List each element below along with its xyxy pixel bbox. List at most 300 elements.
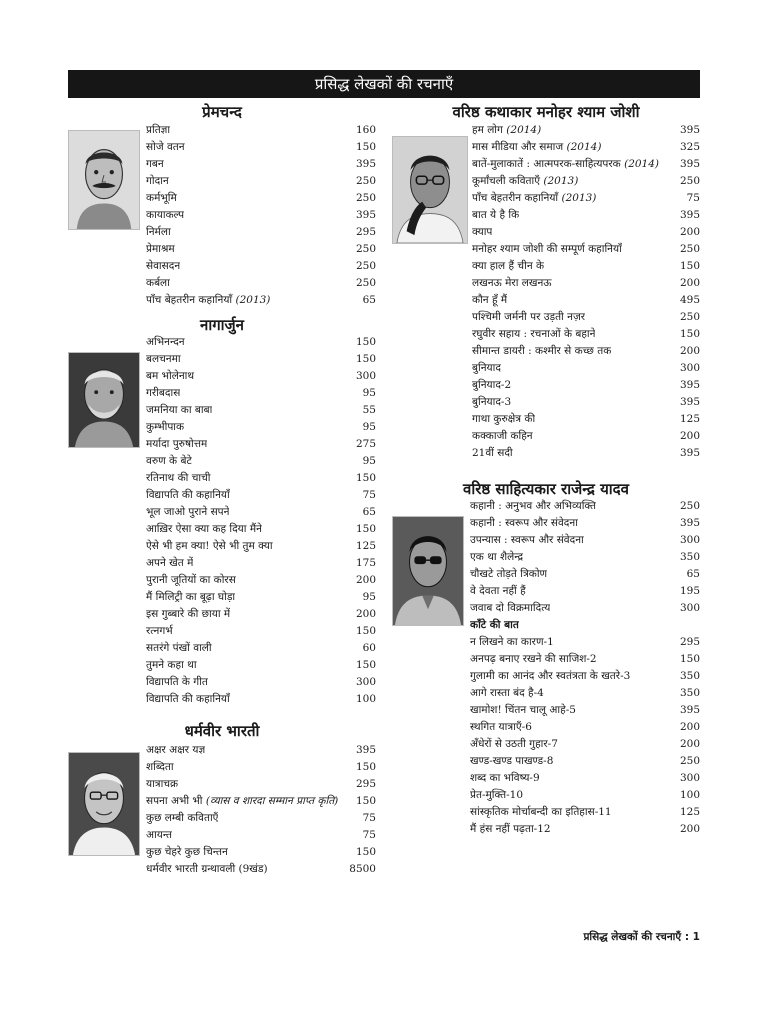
book-price: 75 [362,829,376,841]
book-price: 395 [355,158,376,170]
book-price: 275 [355,438,376,450]
book-title-text: अनपढ़ बनाए रखने की साजिश-2 [470,653,597,665]
book-list-yadav [470,498,700,838]
book-title-text: गोदान [146,175,169,187]
book-title [470,600,550,617]
book-title [146,521,262,538]
book-title [470,685,544,702]
book-title [472,258,544,275]
book-price: 295 [355,778,376,790]
book-price: 200 [679,721,700,733]
book-row [146,844,376,861]
book-row [146,419,376,436]
book-row [472,309,700,326]
banner-title: प्रसिद्ध लेखकों की रचनाएँ [314,75,454,93]
book-title [470,668,630,685]
book-price: 295 [679,636,700,648]
book-title-text: शब्दिता [146,761,174,773]
book-title-text: बुनियाद-3 [472,396,512,408]
book-title [470,753,553,770]
book-title-text: गरीबदास [146,387,181,399]
book-row [146,572,376,589]
book-title-text: रघुवीर सहाय : रचनाओं के बहाने [472,328,596,340]
book-title-text: कायाकल्प [146,209,185,221]
book-title-text: उपन्यास : स्वरूप और संवेदना [470,534,584,546]
book-title [470,566,547,583]
book-price: 250 [355,277,376,289]
book-title-text: कुम्भीपाक [146,421,185,433]
book-title [146,776,178,793]
book-row [472,411,700,428]
book-title-text: स्थगित यात्राएँ-6 [470,721,532,733]
book-title-text: पश्चिमी जर्मनी पर उड़ती नज़र [472,311,586,323]
book-price: 250 [679,311,700,323]
book-title-text: बलचनमा [146,353,181,365]
book-row [146,385,376,402]
subseries-heading [470,617,700,634]
book-title [146,572,236,589]
book-title-text: प्रतिज्ञा [146,124,171,136]
book-title [146,453,192,470]
book-title-text: यात्राचक्र [146,778,179,790]
book-list-premchand [146,122,376,309]
book-title [472,241,622,258]
book-row [146,156,376,173]
book-title [146,742,205,759]
book-title [146,555,193,572]
book-title [470,787,523,804]
book-title [146,122,170,139]
book-price: 200 [679,430,700,442]
book-row [146,207,376,224]
book-title [470,770,540,787]
book-row [472,326,700,343]
book-title [146,861,268,878]
book-title [470,634,554,651]
book-row [470,532,700,549]
book-title-text: कर्मभूमि [146,192,177,204]
book-title [472,207,519,224]
book-price: 200 [355,574,376,586]
book-title-note: (2014) [506,124,542,136]
book-title [146,623,173,640]
book-row [472,173,700,190]
book-title-text: कहानी : स्वरूप और संवेदना [470,517,578,529]
book-title-text: सांस्कृतिक मोर्चाबन्दी का इतिहास-11 [470,806,612,818]
book-row [146,793,376,810]
book-title [470,617,519,634]
book-title [472,122,541,139]
book-title [146,606,230,623]
book-price: 395 [679,379,700,391]
book-title-text: गबन [146,158,164,170]
book-title-text: आख़िर ऐसा क्या कह दिया मैंने [146,523,262,535]
book-title [146,292,270,309]
book-title-text: कक्काजी कहिन [472,430,533,442]
book-title-text: कर्बला [146,277,170,289]
book-row [472,428,700,445]
book-title [472,445,513,462]
book-row [146,122,376,139]
book-row [472,343,700,360]
book-title-text: बम भोलेनाथ [146,370,195,382]
book-price: 150 [355,846,376,858]
book-price: 395 [679,124,700,136]
book-price: 125 [355,540,376,552]
book-title [146,173,169,190]
book-row [146,190,376,207]
book-title-text: ऐसे भी हम क्या! ऐसे भी तुम क्या [146,540,273,552]
book-title [146,674,208,691]
book-price: 95 [362,455,376,467]
book-title-text: भूल जाओ पुराने सपने [146,506,230,518]
book-price: 300 [355,676,376,688]
book-list-nagarjun [146,334,376,708]
book-title-text: विद्यापति के गीत [146,676,208,688]
book-price: 325 [679,141,700,153]
book-price: 60 [362,642,376,654]
book-row [146,275,376,292]
book-row [472,156,700,173]
book-row [470,583,700,600]
book-price: 160 [355,124,376,136]
book-title [470,736,558,753]
book-price: 395 [679,209,700,221]
book-title [472,275,552,292]
book-title [146,759,174,776]
book-title-text: जमनिया का बाबा [146,404,213,416]
book-title [472,224,492,241]
book-price: 95 [362,387,376,399]
book-row [472,224,700,241]
book-row [146,334,376,351]
book-title [146,334,185,351]
book-title-text: खण्ड-खण्ड पाखण्ड-8 [470,755,554,767]
book-title-text: तुमने कहा था [146,659,197,671]
book-title [470,719,532,736]
book-title [146,275,170,292]
book-row [146,402,376,419]
book-price: 150 [355,353,376,365]
book-title [146,207,184,224]
book-title-text: कुछ लम्बी कविताएँ [146,812,219,824]
book-price: 300 [679,534,700,546]
book-title [472,428,533,445]
book-row [470,515,700,532]
book-title [472,156,659,173]
book-price: 150 [355,761,376,773]
book-price: 150 [679,260,700,272]
book-price: 150 [355,523,376,535]
book-price: 125 [679,413,700,425]
book-row [470,753,700,770]
book-price: 200 [679,277,700,289]
book-price: 395 [679,396,700,408]
book-price: 65 [362,506,376,518]
book-price: 75 [686,192,700,204]
book-price: 295 [355,226,376,238]
book-title-text: हम लोग [472,124,503,136]
book-title [470,549,523,566]
book-title-text: सेवासदन [146,260,181,272]
book-price: 100 [355,693,376,705]
book-price: 200 [679,738,700,750]
book-title-text: क्याप [472,226,493,238]
book-row [146,742,376,759]
book-row [146,487,376,504]
book-title-text: मैं मिलिट्री का बूढ़ा घोड़ा [146,591,236,603]
book-row [470,600,700,617]
book-title [472,190,596,207]
book-price: 150 [355,659,376,671]
book-title [470,515,578,532]
book-title-text: क्या हाल हैं चीन के [472,260,545,272]
book-title-text: खामोश! चिंतन चालू आहे-5 [470,704,576,716]
book-title-note: (2014) [624,158,660,170]
book-price: 55 [362,404,376,416]
page-footer: प्रसिद्ध लेखकों की रचनाएँ : 1 [583,931,700,943]
book-price: 175 [355,557,376,569]
book-price: 65 [362,294,376,306]
book-title-note: (2014) [566,141,602,153]
book-title-text: मास मीडिया और समाज [472,141,564,153]
book-title [146,691,230,708]
book-title [146,419,184,436]
book-price: 300 [679,772,700,784]
book-row [470,651,700,668]
author-title-joshi: वरिष्ठ कथाकार मनोहर श्याम जोशी [452,103,640,121]
book-row [470,634,700,651]
book-title-text: पाँच बेहतरीन कहानियाँ [472,192,559,204]
book-title [146,258,180,275]
book-row [146,589,376,606]
book-row [146,861,376,878]
book-title-text: मनोहर श्याम जोशी की सम्पूर्ण कहानियाँ [472,243,622,255]
book-price: 75 [362,489,376,501]
book-title-text: अँधेरों से उठती गुहार-7 [470,738,558,750]
book-title-text: इस गुब्बारे की छाया में [146,608,231,620]
book-title-text: विद्यापति की कहानियाँ [146,693,230,705]
book-price: 250 [355,175,376,187]
book-row [146,691,376,708]
book-title-text: बात ये है कि [472,209,520,221]
book-price: 250 [679,755,700,767]
book-title-text: सतरंगे पंखों वाली [146,642,212,654]
book-title-text: वे देवता नहीं हैं [470,585,526,597]
book-title-text: बातें-मुलाकातें : आत्मपरक-साहित्यपरक [472,158,621,170]
book-title [146,589,235,606]
book-title-text: धर्मवीर भारती ग्रन्थावली (9खंड) [146,863,268,875]
book-row [146,453,376,470]
book-title [472,173,578,190]
book-title-text: पुरानी जूतियों का कोरस [146,574,236,586]
book-price: 350 [679,670,700,682]
book-title [146,368,194,385]
book-title-note: (व्यास व शारदा सम्मान प्राप्त कृति) [205,795,339,807]
book-price: 495 [679,294,700,306]
book-row [146,759,376,776]
book-title [472,343,611,360]
section-nagarjun [68,314,376,336]
book-title-text: मर्यादा पुरुषोत्तम [146,438,208,450]
author-portrait-bharati [68,752,140,856]
book-title-text: निर्मला [146,226,171,238]
book-price: 150 [679,653,700,665]
book-price: 65 [686,568,700,580]
book-title [472,326,595,343]
book-row [470,668,700,685]
book-title [146,156,164,173]
book-price: 150 [679,328,700,340]
book-price: 250 [679,175,700,187]
book-row [146,224,376,241]
book-row [472,377,700,394]
book-title [146,827,172,844]
book-row [472,258,700,275]
book-row [146,436,376,453]
book-title-text: कुछ चेहरे कुछ चिन्तन [146,846,228,858]
book-price: 95 [362,591,376,603]
book-title [146,402,212,419]
author-title-premchand: प्रेमचन्द [202,103,242,121]
book-list-bharati [146,742,376,878]
book-row [146,173,376,190]
book-price: 250 [679,243,700,255]
book-row [146,623,376,640]
book-price: 395 [679,704,700,716]
book-title-text: चौखटे तोड़ते त्रिकोण [470,568,548,580]
book-title-text: आगे रास्ता बंद है-4 [470,687,544,699]
book-row [472,292,700,309]
book-title [472,377,511,394]
book-price: 75 [362,812,376,824]
author-portrait-nagarjun [68,352,140,448]
book-title-text: न लिखने का कारण-1 [470,636,554,648]
book-row [146,241,376,258]
book-title-text: शब्द का भविष्य-9 [470,772,540,784]
book-title-text: कूर्मांचली कविताएँ [472,175,541,187]
book-price: 395 [679,447,700,459]
section-bharati [68,720,376,742]
book-row [472,394,700,411]
book-row [146,521,376,538]
book-title-text: रत्नगर्भ [146,625,173,637]
book-title [146,487,230,504]
book-price: 250 [355,192,376,204]
book-row [472,241,700,258]
book-title-text: सोजे वतन [146,141,185,153]
book-price: 250 [355,243,376,255]
book-row [146,368,376,385]
book-title [146,640,212,657]
book-title [470,532,584,549]
book-price: 300 [679,602,700,614]
book-price: 150 [355,141,376,153]
book-price: 200 [679,345,700,357]
book-title-text: बुनियाद-2 [472,379,512,391]
author-title-nagarjun: नागार्जुन [200,316,244,334]
book-row [146,776,376,793]
book-title-text: एक था शैलेन्द्र [470,551,524,563]
book-title-text: पाँच बेहतरीन कहानियाँ [146,294,233,306]
book-price: 395 [355,209,376,221]
book-title [146,385,180,402]
book-row [470,702,700,719]
book-title-text: गाथा कुरुक्षेत्र की [472,413,536,425]
book-title-text: जवाब दो विक्रमादित्य [470,602,551,614]
book-title [472,394,511,411]
book-title-text: अक्षर अक्षर यज्ञ [146,744,206,756]
book-row [146,139,376,156]
book-price: 350 [679,551,700,563]
book-price: 395 [679,517,700,529]
book-title [472,139,601,156]
book-price: 300 [679,362,700,374]
book-title-text: अभिनन्दन [146,336,185,348]
book-price: 100 [679,789,700,801]
book-price: 395 [679,158,700,170]
book-row [472,275,700,292]
book-price: 350 [679,687,700,699]
book-title-text: सीमान्त डायरी : कश्मीर से कच्छ तक [472,345,612,357]
book-title-text: अपने खेत में [146,557,194,569]
book-title-text: वरुण के बेटे [146,455,192,467]
book-row [472,190,700,207]
book-price: 250 [355,260,376,272]
book-row [470,549,700,566]
book-title [146,351,181,368]
author-portrait-premchand [68,130,140,230]
book-title-text: विद्यापति की कहानियाँ [146,489,230,501]
book-row [146,810,376,827]
book-title-text: लखनऊ मेरा लखनऊ [472,277,552,289]
author-title-yadav: वरिष्ठ साहित्यकार राजेन्द्र यादव [463,480,629,498]
book-title [146,657,197,674]
book-title [470,821,551,838]
book-row [470,787,700,804]
book-row [470,685,700,702]
book-title-text: कौन हूँ मैं [472,294,508,306]
book-price: 150 [355,625,376,637]
book-row [472,122,700,139]
book-title [146,504,229,521]
book-row [470,566,700,583]
book-row [146,555,376,572]
book-price: 300 [355,370,376,382]
book-row [146,292,376,309]
book-title [146,470,211,487]
author-title-bharati: धर्मवीर भारती [184,722,260,740]
book-price: 195 [679,585,700,597]
book-price: 200 [679,823,700,835]
book-title [470,498,596,515]
book-row [146,258,376,275]
book-title [470,804,612,821]
book-title-note: (2013) [235,294,271,306]
book-row [146,470,376,487]
book-row [146,504,376,521]
book-title-text: 21वीं सदी [472,447,513,459]
book-row [470,804,700,821]
book-price: 150 [355,472,376,484]
section-joshi [392,101,700,123]
book-price: 395 [355,744,376,756]
book-price: 150 [355,795,376,807]
book-row [472,360,700,377]
book-list-joshi [472,122,700,462]
book-title [472,360,501,377]
book-title [470,702,576,719]
